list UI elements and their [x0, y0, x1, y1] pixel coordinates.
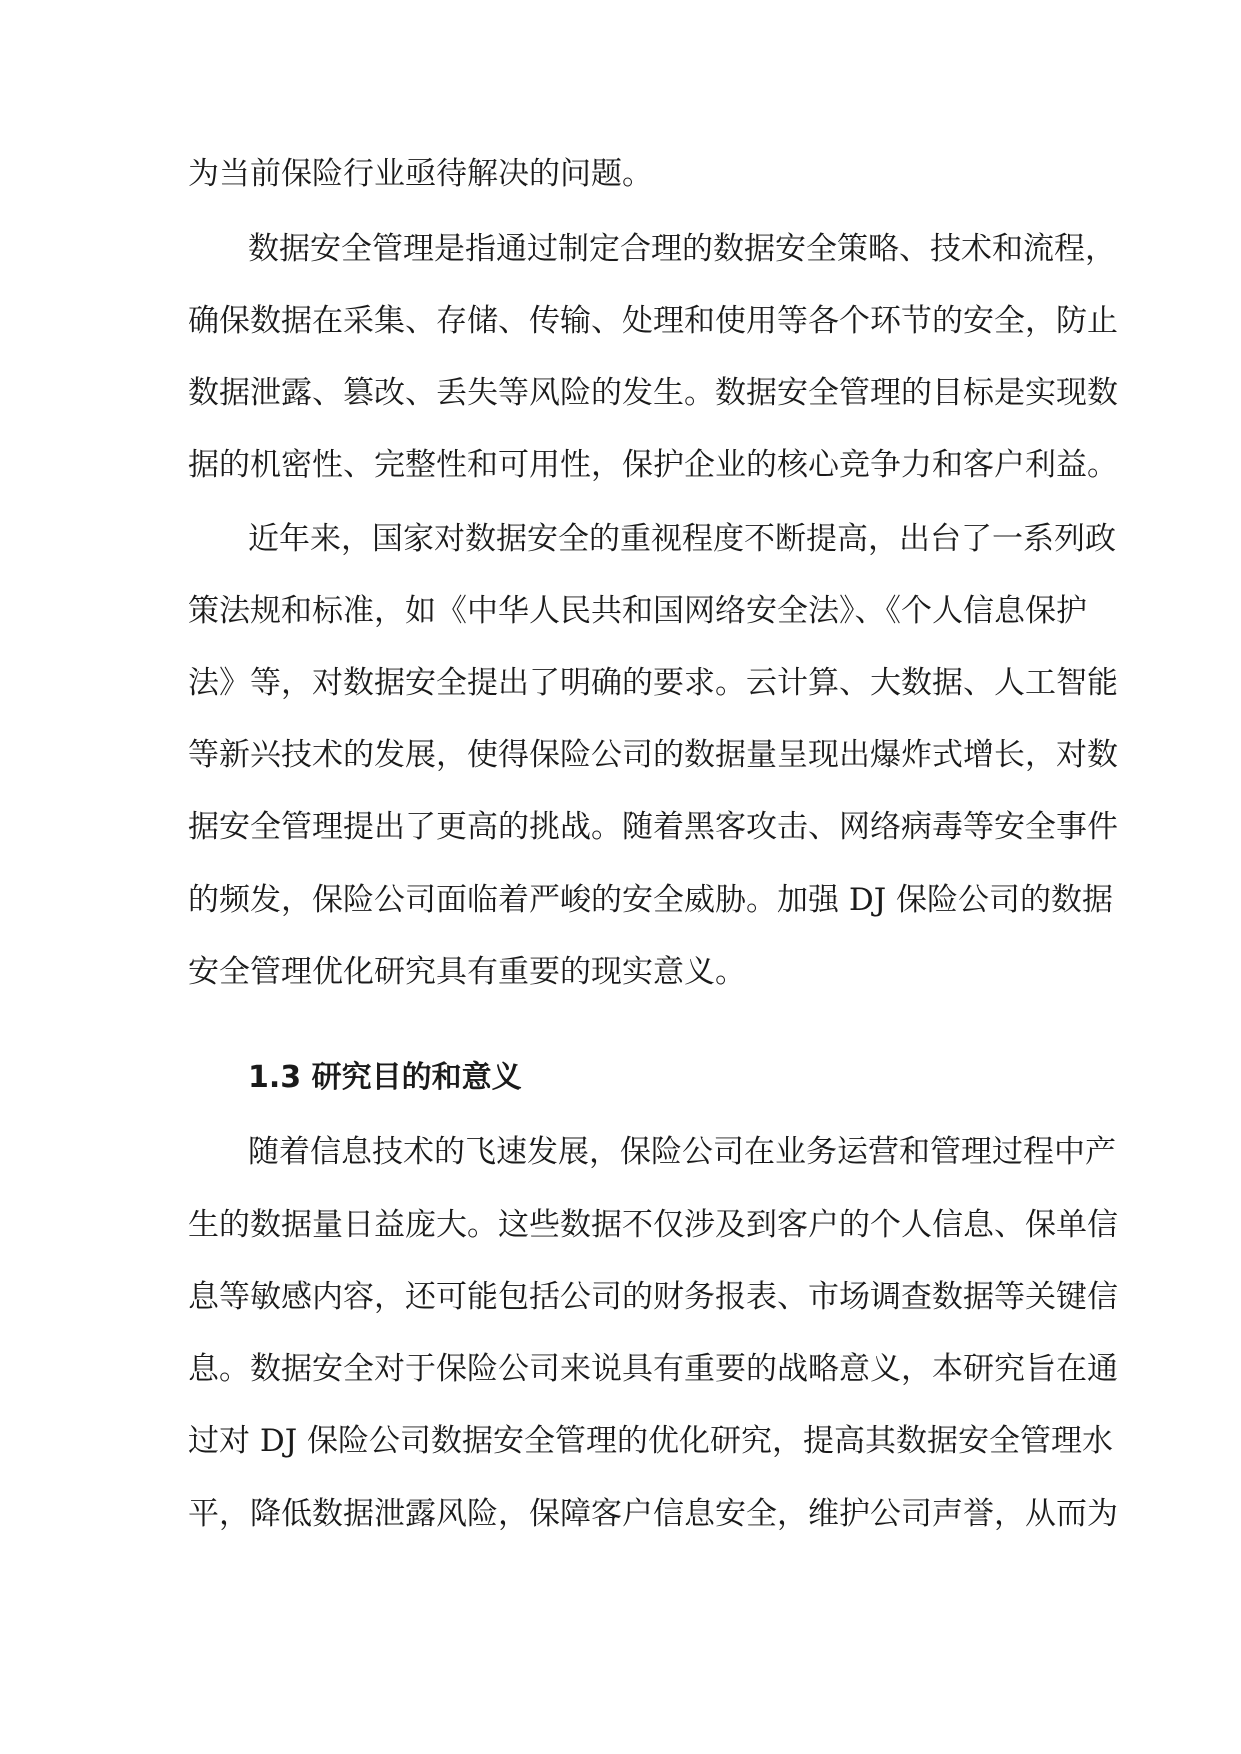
- paragraph-line: 过对 DJ 保险公司数据安全管理的优化研究，提高其数据安全管理水: [188, 1423, 1113, 1459]
- paragraph-line: 等新兴技术的发展，使得保险公司的数据量呈现出爆炸式增长，对数: [188, 737, 1118, 773]
- paragraph-line: 息。数据安全对于保险公司来说具有重要的战略意义，本研究旨在通: [188, 1351, 1118, 1387]
- paragraph-line: 确保数据在采集、存储、传输、处理和使用等各个环节的安全，防止: [188, 303, 1118, 339]
- paragraph-line: 近年来，国家对数据安全的重视程度不断提高，出台了一系列政: [248, 521, 1116, 557]
- paragraph-line: 随着信息技术的飞速发展，保险公司在业务运营和管理过程中产: [248, 1134, 1116, 1170]
- paragraph-line: 生的数据量日益庞大。这些数据不仅涉及到客户的个人信息、保单信: [188, 1207, 1118, 1243]
- paragraph-line: 息等敏感内容，还可能包括公司的财务报表、市场调查数据等关键信: [188, 1279, 1118, 1315]
- paragraph-line: 法》等，对数据安全提出了明确的要求。云计算、大数据、人工智能: [188, 665, 1118, 701]
- paragraph-line: 策法规和标准，如《中华人民共和国网络安全法》、《个人信息保护: [188, 593, 1087, 629]
- paragraph-line: 的频发，保险公司面临着严峻的安全威胁。加强 DJ 保险公司的数据: [188, 882, 1113, 918]
- paragraph-line: 据的机密性、完整性和可用性，保护企业的核心竞争力和客户利益。: [188, 447, 1118, 483]
- paragraph-line: 平，降低数据泄露风险，保障客户信息安全，维护公司声誉，从而为: [188, 1496, 1118, 1532]
- section-heading: 1.3 研究目的和意义: [248, 1060, 522, 1095]
- paragraph-line: 数据泄露、篡改、丢失等风险的发生。数据安全管理的目标是实现数: [188, 375, 1118, 411]
- paragraph-line: 数据安全管理是指通过制定合理的数据安全策略、技术和流程，: [248, 231, 1116, 267]
- paragraph-line: 据安全管理提出了更高的挑战。随着黑客攻击、网络病毒等安全事件: [188, 809, 1118, 845]
- paragraph-line: 为当前保险行业亟待解决的问题。: [188, 156, 653, 192]
- paragraph-line: 安全管理优化研究具有重要的现实意义。: [188, 954, 746, 990]
